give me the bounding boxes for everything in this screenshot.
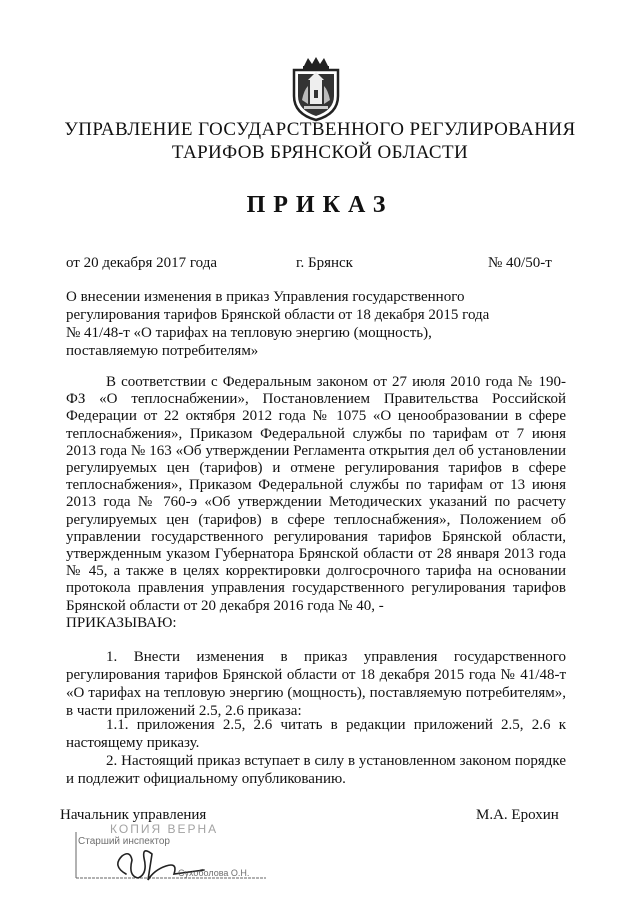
order-city: г. Брянск xyxy=(296,255,353,271)
order-word: ПРИКАЗЫВАЮ: xyxy=(66,615,177,631)
order-subject xyxy=(66,288,526,360)
order-number: № 40/50-т xyxy=(488,255,552,271)
subject-line: О внесении изменения в приказ Управления государственного xyxy=(66,289,465,305)
order-item-1: 1. Внести изменения в приказ управления государственного регулирования тарифов Брянской области от 18 декабря 2015 года № 41/48-т «О тарифах на тепловую энергию (мощность), поставляемую потребителям», в части приложений 2.5, 2.6 приказа: xyxy=(66,649,566,719)
subject-line: регулирования тарифов Брянской области от 18 декабря 2015 года xyxy=(66,307,490,323)
organization-title-line2: ТАРИФОВ БРЯНСКОЙ ОБЛАСТИ xyxy=(171,142,469,163)
document-type: ПРИКАЗ xyxy=(246,192,394,218)
stamp-inspector-position: Старший инспектор xyxy=(78,836,170,847)
handwritten-signature xyxy=(108,844,218,884)
stamp-copy-text: КОПИЯ ВЕРНА xyxy=(110,822,219,836)
signatory-position: Начальник управления xyxy=(60,807,207,823)
copy-certification-stamp xyxy=(70,820,270,882)
order-item-1-1: 1.1. приложения 2.5, 2.6 читать в редакции приложений 2.5, 2.6 к настоящему приказу. xyxy=(66,717,566,751)
organization-title-line1: УПРАВЛЕНИЕ ГОСУДАРСТВЕННОГО РЕГУЛИРОВАНИЯ xyxy=(64,119,576,140)
order-item-2: 2. Настоящий приказ вступает в силу в установленном законом порядке и подлежит официальному опубликованию. xyxy=(66,753,566,787)
preamble-paragraph: В соответствии с Федеральным законом от 27 июля 2010 года № 190-ФЗ «О теплоснабжении», Постановлением Правительства Российской Федерации от 22 октября 2012 года № 1075 «О ценообразовании в сфере теплоснабжения», Приказом Федеральной службы по тарифам от 7 июня 2013 года № 163 «Об утверждении Регламента открытия дел об установлении регулируемых цен (тарифов) и отмене регулирования тарифов в сфере теплоснабжения», Приказом Федеральной службы по тарифам от 13 июня 2013 года № 760-э «Об утверждении Методических указаний по расчету регулируемых цен (тарифов) в сфере теплоснабжения», Положением об управлении государственного регулирования тарифов Брянской области, утвержденным указом Губернатора Брянской области от 28 января 2013 года № 45, а также в целях корректировки долгосрочного тарифа на основании протокола правления управления государственного регулирования тарифов Брянской области от 20 декабря 2016 года № 40, - xyxy=(66,374,566,614)
stamp-inspector-name: Сухоболова О.Н. xyxy=(178,868,250,878)
signatory-name: М.А. Ерохин xyxy=(476,807,559,823)
coat-of-arms-icon xyxy=(286,56,346,122)
subject-line: № 41/48-т «О тарифах на тепловую энергию (мощность), xyxy=(66,325,432,341)
organization-title xyxy=(60,118,580,164)
order-date: от 20 декабря 2017 года xyxy=(66,255,218,271)
subject-line: поставляемую потребителям» xyxy=(66,343,259,359)
